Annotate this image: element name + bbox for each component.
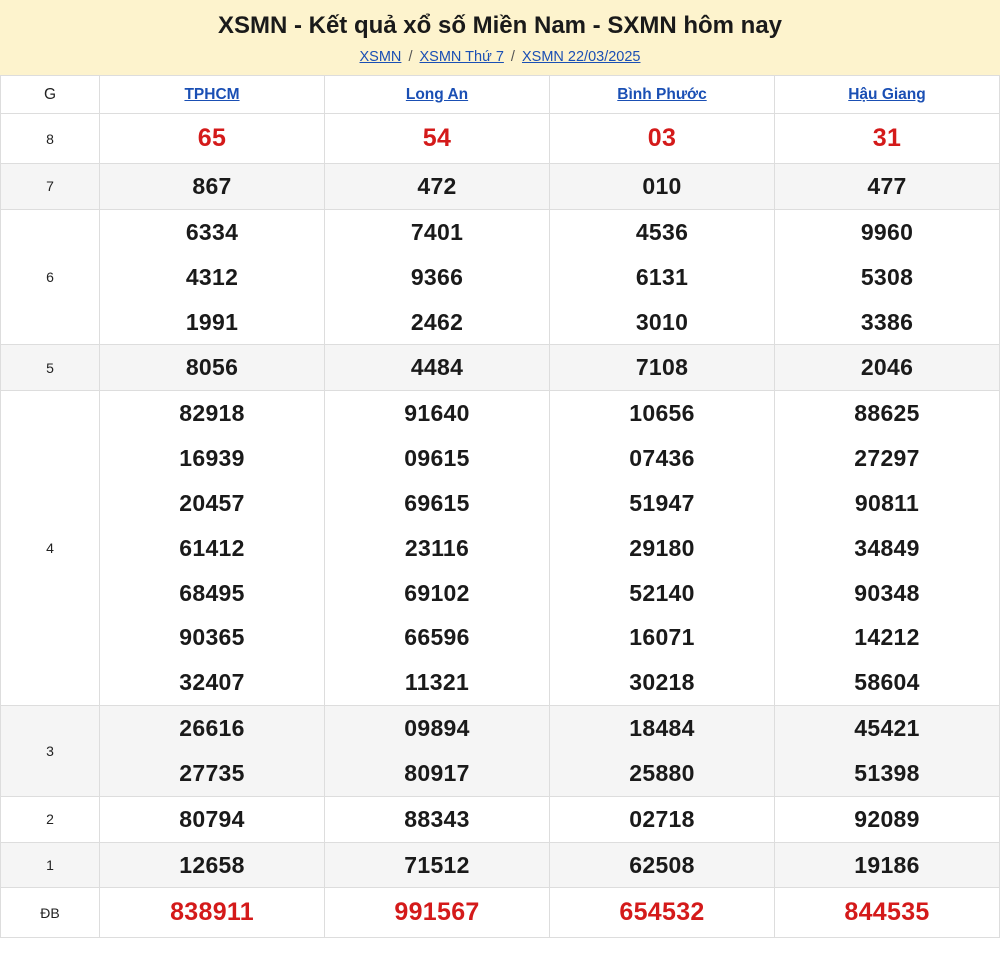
result-cell — [775, 209, 1000, 345]
result-number: 4536 — [635, 218, 689, 245]
result-cell — [775, 888, 1000, 938]
province-link-1[interactable]: TPHCM — [184, 85, 240, 103]
result-number: 69102 — [404, 579, 470, 606]
result-number: 8056 — [185, 354, 239, 381]
result-number: 010 — [642, 172, 682, 199]
result-number: 25880 — [629, 759, 695, 786]
result-number: 88625 — [854, 400, 920, 427]
column-header-province-3 — [550, 76, 775, 114]
result-number: 6131 — [635, 263, 689, 290]
result-cell — [775, 345, 1000, 391]
result-number: 5308 — [860, 263, 914, 290]
result-number: 1991 — [185, 308, 239, 335]
prize-label: 2 — [1, 796, 100, 842]
result-number: 90348 — [854, 579, 920, 606]
breadcrumb-link-2[interactable]: XSMN Thứ 7 — [419, 49, 504, 66]
result-cell — [775, 842, 1000, 888]
result-number: 52140 — [629, 579, 695, 606]
result-cell — [550, 163, 775, 209]
result-number: 20457 — [179, 489, 245, 516]
result-number: 27735 — [179, 759, 245, 786]
result-cell — [100, 706, 325, 797]
page-title: XSMN - Kết quả xổ số Miền Nam - SXMN hôm nay — [217, 12, 783, 39]
result-number: 07436 — [629, 445, 695, 472]
breadcrumb-link-0[interactable]: XSMN — [359, 49, 402, 66]
result-number: 45421 — [854, 715, 920, 742]
result-number: 2046 — [860, 354, 914, 381]
result-number: 26616 — [179, 715, 245, 742]
result-cell — [325, 706, 550, 797]
result-number: 3386 — [860, 308, 914, 335]
result-cell — [100, 345, 325, 391]
result-number: 12658 — [179, 851, 245, 878]
result-number: 11321 — [404, 669, 470, 696]
result-number: 7108 — [635, 354, 689, 381]
result-cell — [100, 391, 325, 706]
result-number: 92089 — [854, 805, 920, 832]
table-row — [1, 391, 1000, 706]
result-cell — [325, 888, 550, 938]
prize-label: ĐB — [1, 888, 100, 938]
result-cell — [550, 114, 775, 164]
result-cell — [100, 796, 325, 842]
result-number: 30218 — [629, 669, 695, 696]
result-cell — [550, 842, 775, 888]
prize-label: 8 — [1, 114, 100, 164]
result-cell — [775, 796, 1000, 842]
province-link-2[interactable]: Long An — [405, 85, 469, 103]
result-number: 88343 — [404, 805, 470, 832]
breadcrumb-link-4[interactable]: XSMN 22/03/2025 — [521, 49, 641, 66]
result-number: 69615 — [404, 489, 470, 516]
result-number: 6334 — [185, 218, 239, 245]
result-number: 32407 — [179, 669, 245, 696]
result-cell — [775, 163, 1000, 209]
result-cell — [775, 391, 1000, 706]
result-cell — [550, 391, 775, 706]
result-number: 66596 — [404, 624, 470, 651]
column-header-prize: G — [1, 76, 100, 114]
column-header-province-2 — [325, 76, 550, 114]
table-row — [1, 842, 1000, 888]
result-number: 10656 — [629, 400, 695, 427]
table-header-row — [1, 76, 1000, 114]
province-link-4[interactable]: Hậu Giang — [848, 85, 926, 103]
result-number: 2462 — [410, 308, 464, 335]
result-cell — [550, 209, 775, 345]
province-link-3[interactable]: Bình Phước — [617, 85, 707, 103]
result-number: 9366 — [410, 263, 464, 290]
result-cell — [325, 796, 550, 842]
result-number: 58604 — [854, 669, 920, 696]
result-number: 472 — [417, 172, 457, 199]
page-header — [0, 0, 1000, 75]
result-number: 3010 — [635, 308, 689, 335]
result-cell — [550, 796, 775, 842]
result-number: 4484 — [410, 354, 464, 381]
result-number: 51398 — [854, 759, 920, 786]
table-row — [1, 209, 1000, 345]
result-cell — [100, 842, 325, 888]
result-number: 68495 — [179, 579, 245, 606]
result-number: 51947 — [629, 489, 695, 516]
result-number: 62508 — [629, 851, 695, 878]
result-cell — [550, 706, 775, 797]
result-number: 61412 — [179, 534, 245, 561]
result-number: 14212 — [854, 624, 920, 651]
result-cell — [100, 209, 325, 345]
result-number: 867 — [192, 172, 232, 199]
result-cell — [325, 345, 550, 391]
result-number: 838911 — [170, 898, 254, 927]
prize-label: 1 — [1, 842, 100, 888]
result-cell — [775, 114, 1000, 164]
result-number: 91640 — [404, 400, 470, 427]
prize-label: 4 — [1, 391, 100, 706]
result-number: 23116 — [404, 534, 470, 561]
result-number: 844535 — [844, 898, 930, 927]
result-number: 7401 — [410, 218, 464, 245]
result-number: 80917 — [404, 759, 470, 786]
table-row — [1, 163, 1000, 209]
breadcrumb-separator: / — [408, 49, 413, 66]
breadcrumb — [0, 48, 1000, 67]
result-number: 18484 — [629, 715, 695, 742]
result-number: 71512 — [404, 851, 470, 878]
result-number: 16071 — [629, 624, 695, 651]
result-number: 29180 — [629, 534, 695, 561]
prize-label: 3 — [1, 706, 100, 797]
result-cell — [100, 114, 325, 164]
result-number: 31 — [872, 124, 902, 153]
result-cell — [325, 114, 550, 164]
result-cell — [325, 842, 550, 888]
table-row — [1, 888, 1000, 938]
result-number: 991567 — [394, 898, 480, 927]
result-number: 09894 — [404, 715, 470, 742]
results-table — [0, 75, 1000, 938]
result-cell — [100, 888, 325, 938]
result-cell — [550, 345, 775, 391]
result-number: 90365 — [179, 624, 245, 651]
result-number: 65 — [197, 124, 227, 153]
breadcrumb-separator: / — [510, 49, 515, 66]
result-cell — [325, 391, 550, 706]
result-number: 477 — [867, 172, 907, 199]
table-row — [1, 706, 1000, 797]
result-number: 654532 — [619, 898, 705, 927]
result-cell — [550, 888, 775, 938]
result-number: 19186 — [854, 851, 920, 878]
result-cell — [775, 706, 1000, 797]
result-number: 4312 — [185, 263, 239, 290]
result-number: 9960 — [860, 218, 914, 245]
result-number: 54 — [422, 124, 452, 153]
result-number: 90811 — [854, 489, 920, 516]
result-number: 03 — [647, 124, 677, 153]
result-number: 27297 — [854, 445, 920, 472]
result-cell — [325, 209, 550, 345]
result-number: 16939 — [179, 445, 245, 472]
table-head — [1, 76, 1000, 114]
table-body — [1, 114, 1000, 938]
column-header-province-1 — [100, 76, 325, 114]
prize-label: 5 — [1, 345, 100, 391]
result-number: 80794 — [179, 805, 245, 832]
prize-label: 7 — [1, 163, 100, 209]
table-row — [1, 114, 1000, 164]
result-cell — [100, 163, 325, 209]
result-number: 09615 — [404, 445, 470, 472]
table-row — [1, 796, 1000, 842]
column-header-province-4 — [775, 76, 1000, 114]
result-number: 82918 — [179, 400, 245, 427]
result-cell — [325, 163, 550, 209]
result-number: 34849 — [854, 534, 920, 561]
table-row — [1, 345, 1000, 391]
prize-label: 6 — [1, 209, 100, 345]
result-number: 02718 — [629, 805, 695, 832]
